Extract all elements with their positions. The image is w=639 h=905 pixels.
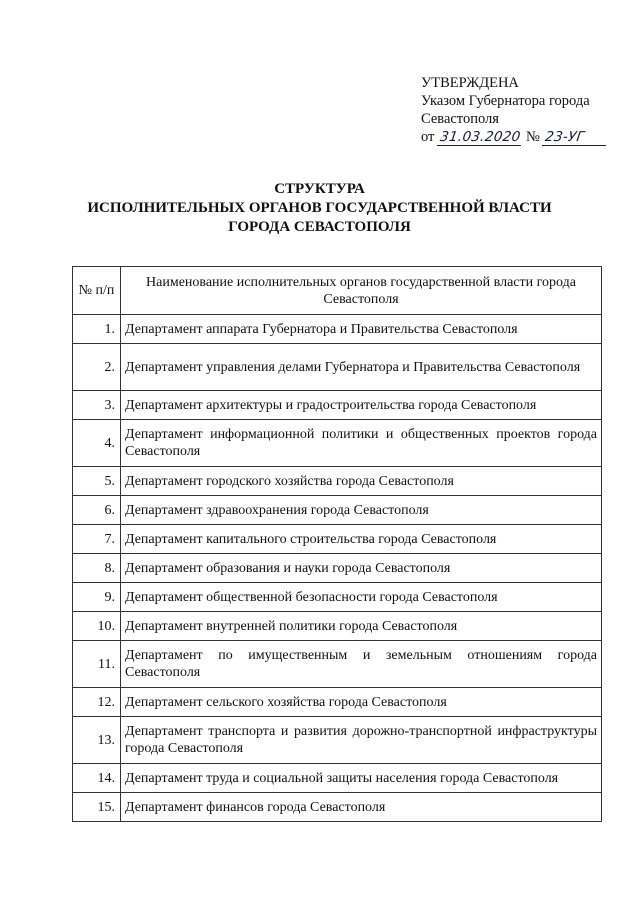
table-row: [73, 641, 602, 688]
table-row: [73, 612, 602, 641]
row-number: 2.: [73, 344, 121, 391]
table-row: [73, 554, 602, 583]
handwritten-number: 23-УГ: [542, 130, 608, 146]
table-row: [73, 688, 602, 717]
table-body: [73, 315, 602, 822]
row-number: 12.: [73, 688, 121, 717]
row-number: 10.: [73, 612, 121, 641]
table-header-row: [73, 267, 602, 315]
department-name: Департамент аппарата Губернатора и Правительства Севастополя: [121, 315, 602, 344]
row-number: 14.: [73, 764, 121, 793]
table-row: [73, 420, 602, 467]
department-name: Департамент транспорта и развития дорожно-транспортной инфраструктуры города Севастополя: [121, 717, 602, 764]
table-row: [73, 793, 602, 822]
department-name: Департамент финансов города Севастополя: [121, 793, 602, 822]
table-row: [73, 496, 602, 525]
table-row: [73, 764, 602, 793]
row-number: 11.: [73, 641, 121, 688]
header-number: № п/п: [73, 267, 121, 315]
header-name: Наименование исполнительных органов государственной власти города Севастополя: [121, 267, 602, 315]
approval-city: Севастополя: [421, 111, 499, 127]
row-number: 3.: [73, 391, 121, 420]
department-name: Департамент управления делами Губернатора и Правительства Севастополя: [121, 344, 602, 391]
number-prefix: №: [525, 129, 540, 145]
date-prefix: от: [421, 129, 435, 145]
department-name: Департамент капитального строительства города Севастополя: [121, 525, 602, 554]
title-line-3: ГОРОДА СЕВАСТОПОЛЯ: [228, 219, 411, 235]
table-row: [73, 344, 602, 391]
department-name: Департамент сельского хозяйства города Севастополя: [121, 688, 602, 717]
row-number: 1.: [73, 315, 121, 344]
department-name: Департамент труда и социальной защиты населения города Севастополя: [121, 764, 602, 793]
table-row: [73, 717, 602, 764]
row-number: 9.: [73, 583, 121, 612]
table-row: [73, 391, 602, 420]
row-number: 13.: [73, 717, 121, 764]
department-name: Департамент по имущественным и земельным отношениям города Севастополя: [121, 641, 602, 688]
department-name: Департамент архитектуры и градостроительства города Севастополя: [121, 391, 602, 420]
table-row: [73, 525, 602, 554]
title-line-1: СТРУКТУРА: [274, 181, 365, 197]
table-row: [73, 315, 602, 344]
department-name: Департамент информационной политики и общественных проектов города Севастополя: [121, 420, 602, 467]
row-number: 15.: [73, 793, 121, 822]
department-name: Департамент внутренней политики города Севастополя: [121, 612, 602, 641]
approval-date-line: [421, 128, 631, 146]
table-row: [73, 583, 602, 612]
row-number: 7.: [73, 525, 121, 554]
approval-heading: УТВЕРЖДЕНА: [421, 75, 519, 91]
title-line-2: ИСПОЛНИТЕЛЬНЫХ ОРГАНОВ ГОСУДАРСТВЕННОЙ ВЛАСТИ: [87, 200, 552, 216]
table-row: [73, 467, 602, 496]
row-number: 4.: [73, 420, 121, 467]
approval-stamp: [421, 74, 631, 146]
department-name: Департамент образования и науки города Севастополя: [121, 554, 602, 583]
document-title: [0, 180, 639, 237]
approval-decree: Указом Губернатора города: [421, 93, 590, 109]
structure-table: [72, 266, 602, 822]
department-name: Департамент общественной безопасности города Севастополя: [121, 583, 602, 612]
row-number: 5.: [73, 467, 121, 496]
handwritten-date: 31.03.2020: [437, 130, 524, 146]
row-number: 8.: [73, 554, 121, 583]
department-name: Департамент городского хозяйства города Севастополя: [121, 467, 602, 496]
department-name: Департамент здравоохранения города Севастополя: [121, 496, 602, 525]
row-number: 6.: [73, 496, 121, 525]
